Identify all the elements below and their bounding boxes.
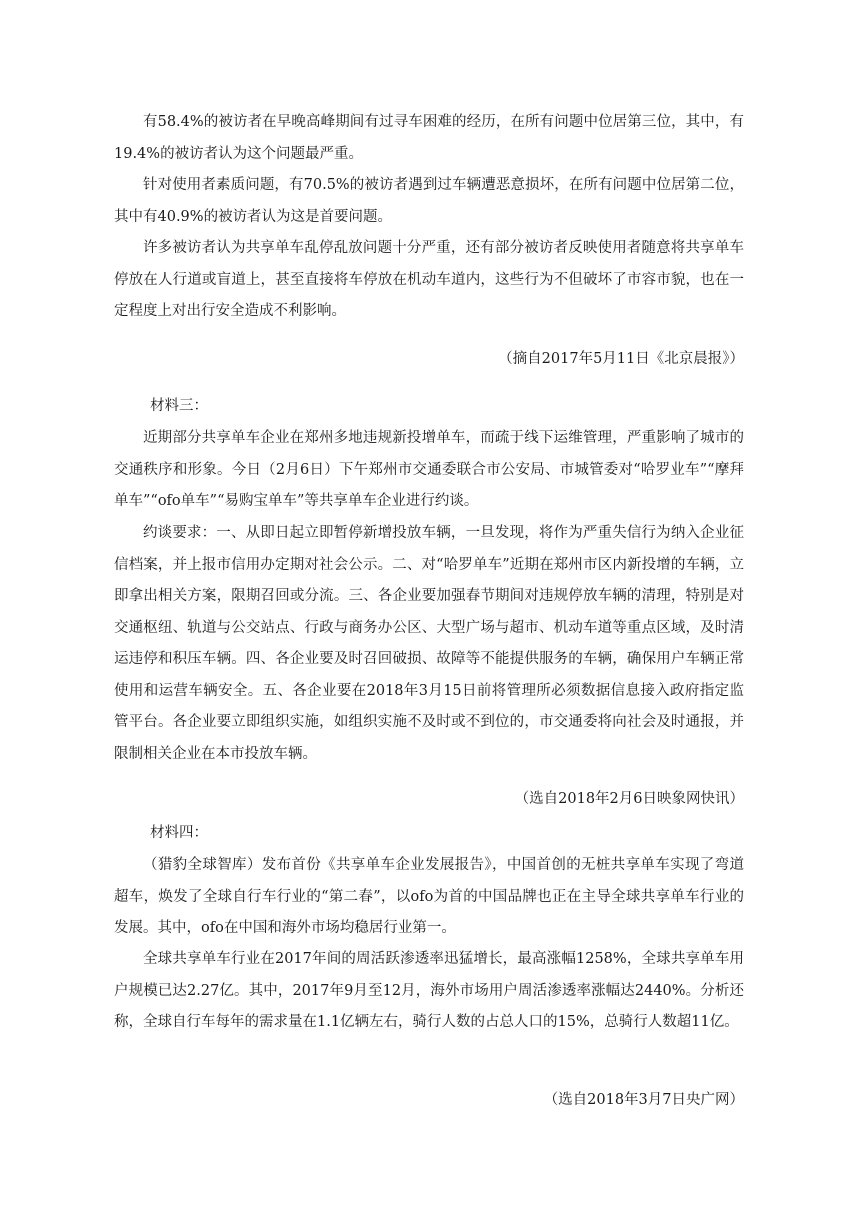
paragraph-search-difficulty: 有58.4%的被访者在早晚高峰期间有过寻车困难的经历，在所有问题中位居第三位，其中，有19.4%的被访者认为这个问题最严重。: [114, 114, 744, 162]
paragraph-parking-chaos: 许多被访者认为共享单车乱停乱放问题十分严重，还有部分被访者反映使用者随意将共享单车停放在人行道或盲道上，甚至直接将车停放在机动车道内，这些行为不但破坏了市容市貌，也在一定程度上对出行安全造成不利影响。: [114, 240, 744, 319]
source-citation-1: （摘自2017年5月11日《北京晨报》）: [498, 351, 744, 367]
source-citation-3: （选自2018年3月7日央广网）: [543, 1092, 744, 1108]
paragraph-zhengzhou-meeting: 近期部分共享单车企业在郑州多地违规新投增单车，而疏于线下运维管理，严重影响了城市的交通秩序和形象。今日（2月6日）下午郑州市交通委联合市公安局、市城管委对“哈罗业车”“摩拜单车”“ofo单车”“易购宝单车”等共享单车企业进行约谈。: [114, 430, 744, 509]
paragraph-industry-report: （猎豹全球智库）发布首份《共享单车企业发展报告》，中国首创的无桩共享单车实现了弯道超车，焕发了全球自行车行业的“第二春”，以ofo为首的中国品牌也正在主导全球共享单车行业的发展。其中，ofo在中国和海外市场均稳居行业第一。: [114, 857, 744, 936]
material-four-heading: 材料四：: [150, 825, 208, 841]
paragraph-meeting-requirements: 约谈要求：一、从即日起立即暂停新增投放车辆，一旦发现，将作为严重失信行为纳入企业征信档案，并上报市信用办定期对社会公示。二、对“哈罗单车”近期在郑州市区内新投增的车辆，立即拿出相关方案，限期召回或分流。三、各企业要加强春节期间对违规停放车辆的清理，特别是对交通枢纽、轨道与公交站点、行政与商务办公区、大型广场与超市、机动车道等重点区域，及时清运违停和积压车辆。四、各企业要及时召回破损、故障等不能提供服务的车辆，确保用户车辆正常使用和运营车辆安全。五、各企业要在2018年3月15日前将管理所必须数据信息接入政府指定监管平台。各企业要立即组织实施，如组织实施不及时或不到位的，市交通委将向社会及时通报，并限制相关企业在本市投放车辆。: [114, 525, 744, 762]
material-three-heading: 材料三：: [150, 398, 208, 414]
paragraph-user-growth: 全球共享单车行业在2017年间的周活跃渗透率迅猛增长，最高涨幅1258%，全球共享单车用户规模已达2.27亿。其中，2017年9月至12月，海外市场用户周活渗透率涨幅达2440%。分析还称，全球自行车每年的需求量在1.1亿辆左右，骑行人数的占总人口的15%，总骑行人数超11亿。: [114, 951, 744, 1030]
paragraph-user-quality: 针对使用者素质问题，有70.5%的被访者遇到过车辆遭恶意损坏，在所有问题中位居第二位，其中有40.9%的被访者认为这是首要问题。: [114, 177, 744, 225]
source-citation-2: （选自2018年2月6日映象网快讯）: [514, 791, 744, 807]
